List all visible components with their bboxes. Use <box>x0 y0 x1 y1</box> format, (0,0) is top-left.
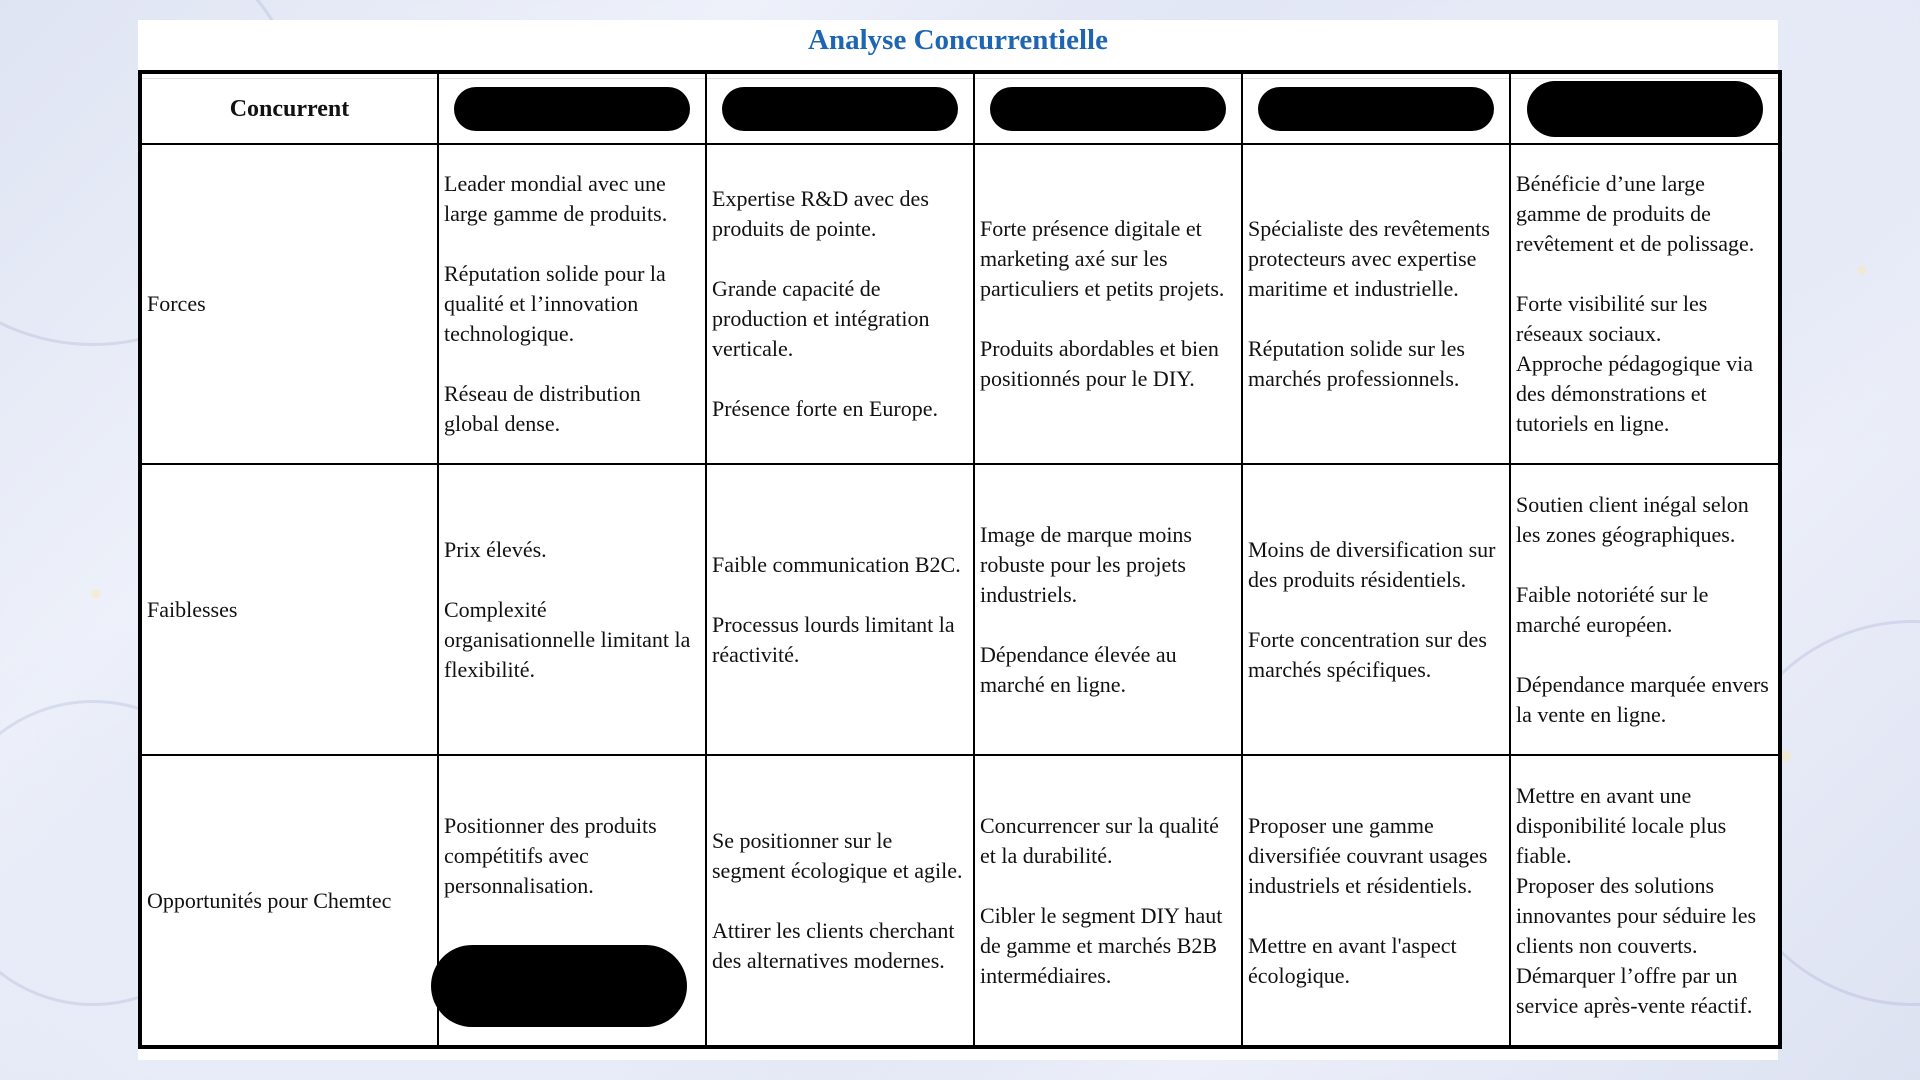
corner-header: Concurrent <box>140 72 438 144</box>
redaction-block <box>722 87 958 131</box>
table-cell: Prix élevés. Complexité organisationnelle limitant la flexibilité. <box>438 464 706 755</box>
redaction-block <box>1258 87 1494 131</box>
competitor-header <box>438 72 706 144</box>
competitor-header <box>974 72 1242 144</box>
row-label-opportunites: Opportunités pour Chemtec <box>140 755 438 1047</box>
table-cell: Bénéficie d’une large gamme de produits de revêtement et de polissage. Forte visibilité sur les réseaux sociaux. Approche pédagogique via des démonstrations et tutoriels en ligne. <box>1510 144 1780 464</box>
redaction-block <box>454 87 690 131</box>
page-title: Analyse Concurrentielle <box>138 20 1778 79</box>
table-cell: Leader mondial avec une large gamme de produits. Réputation solide pour la qualité et l’innovation technologique. Réseau de distribution global dense. <box>438 144 706 464</box>
row-label-faiblesses: Faiblesses <box>140 464 438 755</box>
table-cell: Spécialiste des revêtements protecteurs avec expertise maritime et industrielle. Réputation solide sur les marchés professionnels. <box>1242 144 1510 464</box>
table-cell: Proposer une gamme diversifiée couvrant usages industriels et résidentiels. Mettre en avant l'aspect écologique. <box>1242 755 1510 1047</box>
table-cell: Expertise R&D avec des produits de pointe. Grande capacité de production et intégration verticale. Présence forte en Europe. <box>706 144 974 464</box>
redaction-block <box>431 945 687 1027</box>
competitor-analysis-table <box>138 70 1782 1049</box>
table-cell: Soutien client inégal selon les zones géographiques. Faible notoriété sur le marché européen. Dépendance marquée envers la vente en ligne. <box>1510 464 1780 755</box>
header-row <box>140 72 1780 144</box>
competitor-header <box>706 72 974 144</box>
redaction-block <box>990 87 1226 131</box>
table-cell: Concurrencer sur la qualité et la durabilité. Cibler le segment DIY haut de gamme et marchés B2B intermédiaires. <box>974 755 1242 1047</box>
row-label-forces: Forces <box>140 144 438 464</box>
table-cell: Se positionner sur le segment écologique et agile. Attirer les clients cherchant des alternatives modernes. <box>706 755 974 1047</box>
table-cell: Image de marque moins robuste pour les projets industriels. Dépendance élevée au marché en ligne. <box>974 464 1242 755</box>
document-sheet <box>138 20 1778 1060</box>
table-cell: Mettre en avant une disponibilité locale plus fiable. Proposer des solutions innovantes pour séduire les clients non couverts. Démarquer l’offre par un service après-vente réactif. <box>1510 755 1780 1047</box>
competitor-header <box>1242 72 1510 144</box>
table-cell: Forte présence digitale et marketing axé sur les particuliers et petits projets. Produits abordables et bien positionnés pour le DIY. <box>974 144 1242 464</box>
table-row-forces <box>140 144 1780 464</box>
table-cell: Positionner des produits compétitifs avec personnalisation. <box>438 755 706 1047</box>
table-cell: Moins de diversification sur des produits résidentiels. Forte concentration sur des marchés spécifiques. <box>1242 464 1510 755</box>
competitor-header <box>1510 72 1780 144</box>
table-row-opportunites <box>140 755 1780 1047</box>
table-row-faiblesses <box>140 464 1780 755</box>
redaction-block <box>1527 81 1763 137</box>
table-cell: Faible communication B2C. Processus lourds limitant la réactivité. <box>706 464 974 755</box>
